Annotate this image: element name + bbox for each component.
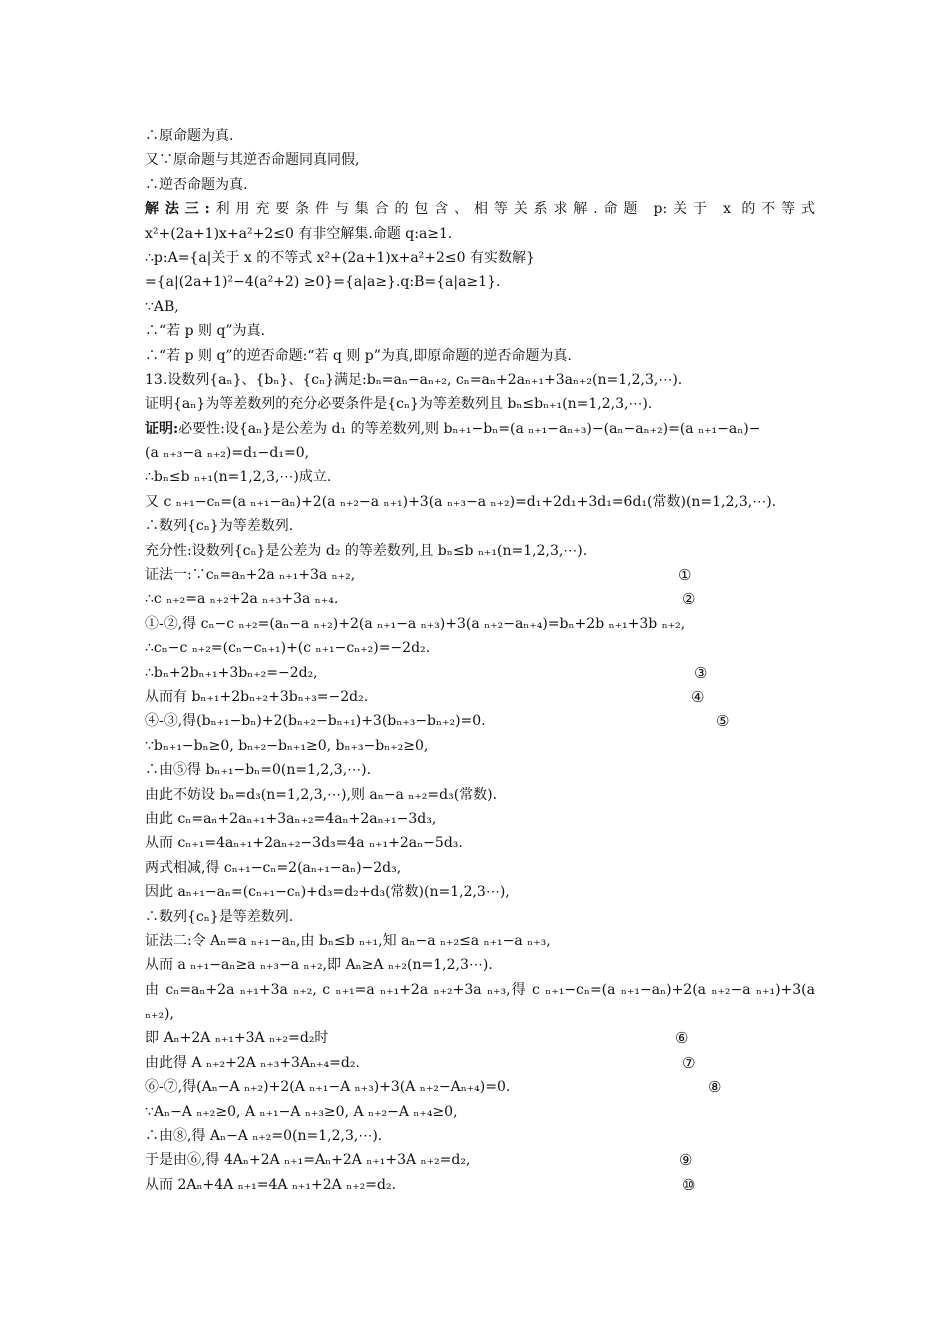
- line-text: ₙ₊₂),: [145, 1006, 174, 1023]
- line-text: ∴由⑤得 bₙ₊₁−bₙ=0(n=1,2,3,⋯).: [145, 762, 372, 779]
- text-line: [145, 685, 815, 709]
- text-line: [145, 978, 815, 1002]
- line-text: ∴“若 p 则 q”的逆否命题:“若 q 则 p”为真,即原命题的逆否命题为真.: [145, 347, 572, 364]
- line-text: 利用充要条件与集合的包含、相等关系求解.命题 p:关于 x 的不等式: [209, 201, 815, 218]
- text-line: [145, 1100, 815, 1124]
- equation-number: ⑩: [682, 1175, 696, 1194]
- bold-heading: 解法三:: [145, 201, 210, 218]
- line-text: 又 c ₙ₊₁−cₙ=(a ₙ₊₁−aₙ)+2(a ₙ₊₂−a ₙ₊₁)+3(a ₙ₊₃−a ₙ₊₂)=d₁+2d₁+3d₁=6d₁(常数)(n=1,2,3,⋯).: [145, 493, 777, 510]
- line-text: 证法二:令 Aₙ=a ₙ₊₁−aₙ,由 bₙ≤b ₙ₊₁,知 aₙ−a ₙ₊₂≤a ₙ₊₁−a ₙ₊₃,: [145, 932, 551, 949]
- text-line: [145, 783, 815, 807]
- line-text: 由此不妨设 bₙ=d₃(n=1,2,3,⋯),则 aₙ−a ₙ₊₂=d₃(常数).: [145, 786, 498, 803]
- line-text: 两式相减,得 cₙ₊₁−cₙ=2(aₙ₊₁−aₙ)−2d₃,: [145, 859, 402, 876]
- line-text: 从而 cₙ₊₁=4aₙ₊₁+2aₙ₊₂−3d₃=4a ₙ₊₁+2aₙ−5d₃.: [145, 835, 463, 852]
- text-line: [145, 807, 815, 831]
- text-line: [145, 514, 815, 538]
- text-line: [145, 709, 815, 733]
- text-line: [145, 831, 815, 855]
- line-text: 从而 2Aₙ+4A ₙ₊₁=4A ₙ₊₁+2A ₙ₊₂=d₂.: [145, 1176, 397, 1193]
- line-text: ∴p:A={a|关于 x 的不等式 x²+(2a+1)x+a²+2≤0 有实数解}: [145, 249, 535, 266]
- text-line: [145, 197, 815, 221]
- text-line: [145, 1026, 815, 1050]
- line-text: 由此 cₙ=aₙ+2aₙ₊₁+3aₙ₊₂=4aₙ+2aₙ₊₁−3d₃,: [145, 810, 437, 827]
- line-text: 即 Aₙ+2A ₙ₊₁+3A ₙ₊₂=d₂时: [145, 1030, 329, 1047]
- text-line: [145, 1173, 815, 1197]
- equation-number: ⑨: [679, 1151, 693, 1170]
- text-line: [145, 124, 815, 148]
- text-line: [145, 587, 815, 611]
- text-line: [145, 1148, 815, 1172]
- line-text: ⑥-⑦,得(Aₙ−A ₙ₊₂)+2(A ₙ₊₁−A ₙ₊₃)+3(A ₙ₊₂−Aₙ₊₄)=0.: [145, 1079, 511, 1096]
- line-text: (a ₙ₊₃−a ₙ₊₂)=d₁−d₁=0,: [145, 445, 310, 462]
- line-text: ∴由⑧,得 Aₙ−A ₙ₊₂=0(n=1,2,3,⋯).: [145, 1128, 383, 1145]
- line-text: ∴bₙ+2bₙ₊₁+3bₙ₊₂=−2d₂,: [145, 664, 318, 681]
- equation-number: ②: [682, 590, 696, 609]
- equation-number: ③: [694, 663, 708, 682]
- text-line: [145, 1051, 815, 1075]
- line-text: 从而 a ₙ₊₁−aₙ≥a ₙ₊₃−a ₙ₊₂,即 Aₙ≥A ₙ₊₂(n=1,2,3⋯).: [145, 957, 493, 974]
- line-text: ∵AB,: [145, 298, 179, 315]
- line-text: ①-②,得 cₙ−c ₙ₊₂=(aₙ−a ₙ₊₂)+2(a ₙ₊₁−a ₙ₊₃)+3(a ₙ₊₂−aₙ₊₄)=bₙ+2b ₙ₊₁+3b ₙ₊₂,: [145, 615, 686, 632]
- text-line: [145, 270, 815, 294]
- line-text: ∵Aₙ−A ₙ₊₂≥0, A ₙ₊₁−A ₙ₊₃≥0, A ₙ₊₂−A ₙ₊₄≥0,: [145, 1103, 458, 1120]
- line-text: 又∵原命题与其逆否命题同真同假,: [145, 152, 360, 169]
- text-line: [145, 905, 815, 929]
- text-line: [145, 441, 815, 465]
- line-text: 充分性:设数列{cₙ}是公差为 d₂ 的等差数列,且 bₙ≤b ₙ₊₁(n=1,2,3,⋯).: [145, 542, 588, 559]
- text-line: [145, 539, 815, 563]
- equation-number: ⑦: [682, 1053, 696, 1072]
- text-line: [145, 368, 815, 392]
- text-line: [145, 295, 815, 319]
- text-line: [145, 344, 815, 368]
- text-line: [145, 856, 815, 880]
- text-line: [145, 880, 815, 904]
- text-line: [145, 148, 815, 172]
- line-text: 证明{aₙ}为等差数列的充分必要条件是{cₙ}为等差数列且 bₙ≤bₙ₊₁(n=1,2,3,⋯).: [145, 396, 653, 413]
- text-line: [145, 246, 815, 270]
- line-text: ∴数列{cₙ}为等差数列.: [145, 518, 294, 535]
- line-text: 因此 aₙ₊₁−aₙ=(cₙ₊₁−cₙ)+d₃=d₂+d₃(常数)(n=1,2,3⋯),: [145, 884, 510, 901]
- document-body: [145, 124, 815, 1197]
- text-line: [145, 758, 815, 782]
- line-text: ∴逆否命题为真.: [145, 176, 248, 193]
- equation-number: ⑥: [675, 1029, 689, 1048]
- text-line: [145, 222, 815, 246]
- line-text: 由此得 A ₙ₊₂+2A ₙ₊₃+3Aₙ₊₄=d₂.: [145, 1054, 360, 1071]
- text-line: [145, 490, 815, 514]
- text-line: [145, 173, 815, 197]
- line-text: ∴c ₙ₊₂=a ₙ₊₂+2a ₙ₊₃+3a ₙ₊₄.: [145, 591, 339, 608]
- text-line: [145, 392, 815, 416]
- text-line: [145, 1124, 815, 1148]
- bold-heading: 证明:: [145, 420, 179, 437]
- text-line: [145, 661, 815, 685]
- line-text: 证法一:∵cₙ=aₙ+2a ₙ₊₁+3a ₙ₊₂,: [145, 567, 356, 584]
- text-line: [145, 734, 815, 758]
- equation-number: ①: [678, 566, 692, 585]
- text-line: [145, 1002, 815, 1026]
- text-line: [145, 417, 815, 441]
- text-line: [145, 465, 815, 489]
- line-text: 必要性:设{aₙ}是公差为 d₁ 的等差数列,则 bₙ₊₁−bₙ=(a ₙ₊₁−aₙ₊₃)−(aₙ−aₙ₊₂)=(a ₙ₊₁−aₙ)−: [178, 420, 761, 437]
- line-text: 由 cₙ=aₙ+2a ₙ₊₁+3a ₙ₊₂, c ₙ₊₁=a ₙ₊₁+2a ₙ₊₂+3a ₙ₊₃,得 c ₙ₊₁−cₙ=(a ₙ₊₁−aₙ)+2(a ₙ₊₂−a ₙ₊₁)+3(a: [145, 981, 815, 998]
- line-text: 于是由⑥,得 4Aₙ+2A ₙ₊₁=Aₙ+2A ₙ₊₁+3A ₙ₊₂=d₂,: [145, 1152, 471, 1169]
- line-text: ∴数列{cₙ}是等差数列.: [145, 908, 294, 925]
- equation-number: ⑧: [708, 1078, 722, 1097]
- line-text: 13.设数列{aₙ}、{bₙ}、{cₙ}满足:bₙ=aₙ−aₙ₊₂, cₙ=aₙ+2aₙ₊₁+3aₙ₊₂(n=1,2,3,⋯).: [145, 371, 683, 388]
- line-text: ④-③,得(bₙ₊₁−bₙ)+2(bₙ₊₂−bₙ₊₁)+3(bₙ₊₃−bₙ₊₂)=0.: [145, 713, 486, 730]
- line-text: ={a|(2a+1)²−4(a²+2) ≥0}={a|a≥}.q:B={a|a≥1}.: [145, 274, 501, 291]
- text-line: [145, 612, 815, 636]
- line-text: ∵bₙ₊₁−bₙ≥0, bₙ₊₂−bₙ₊₁≥0, bₙ₊₃−bₙ₊₂≥0,: [145, 737, 429, 754]
- text-line: [145, 929, 815, 953]
- line-text: 从而有 bₙ₊₁+2bₙ₊₂+3bₙ₊₃=−2d₂.: [145, 688, 369, 705]
- line-text: ∴原命题为真.: [145, 128, 234, 144]
- text-line: [145, 636, 815, 660]
- line-text: ∴“若 p 则 q”为真.: [145, 323, 266, 340]
- text-line: [145, 1075, 815, 1099]
- equation-number: ⑤: [716, 712, 730, 731]
- text-line: [145, 563, 815, 587]
- line-text: x²+(2a+1)x+a²+2≤0 有非空解集.命题 q:a≥1.: [145, 225, 453, 242]
- line-text: ∴cₙ−c ₙ₊₂=(cₙ−cₙ₊₁)+(c ₙ₊₁−cₙ₊₂)=−2d₂.: [145, 640, 431, 657]
- text-line: [145, 953, 815, 977]
- text-line: [145, 319, 815, 343]
- line-text: ∴bₙ≤b ₙ₊₁(n=1,2,3,⋯)成立.: [145, 469, 332, 486]
- equation-number: ④: [691, 687, 705, 706]
